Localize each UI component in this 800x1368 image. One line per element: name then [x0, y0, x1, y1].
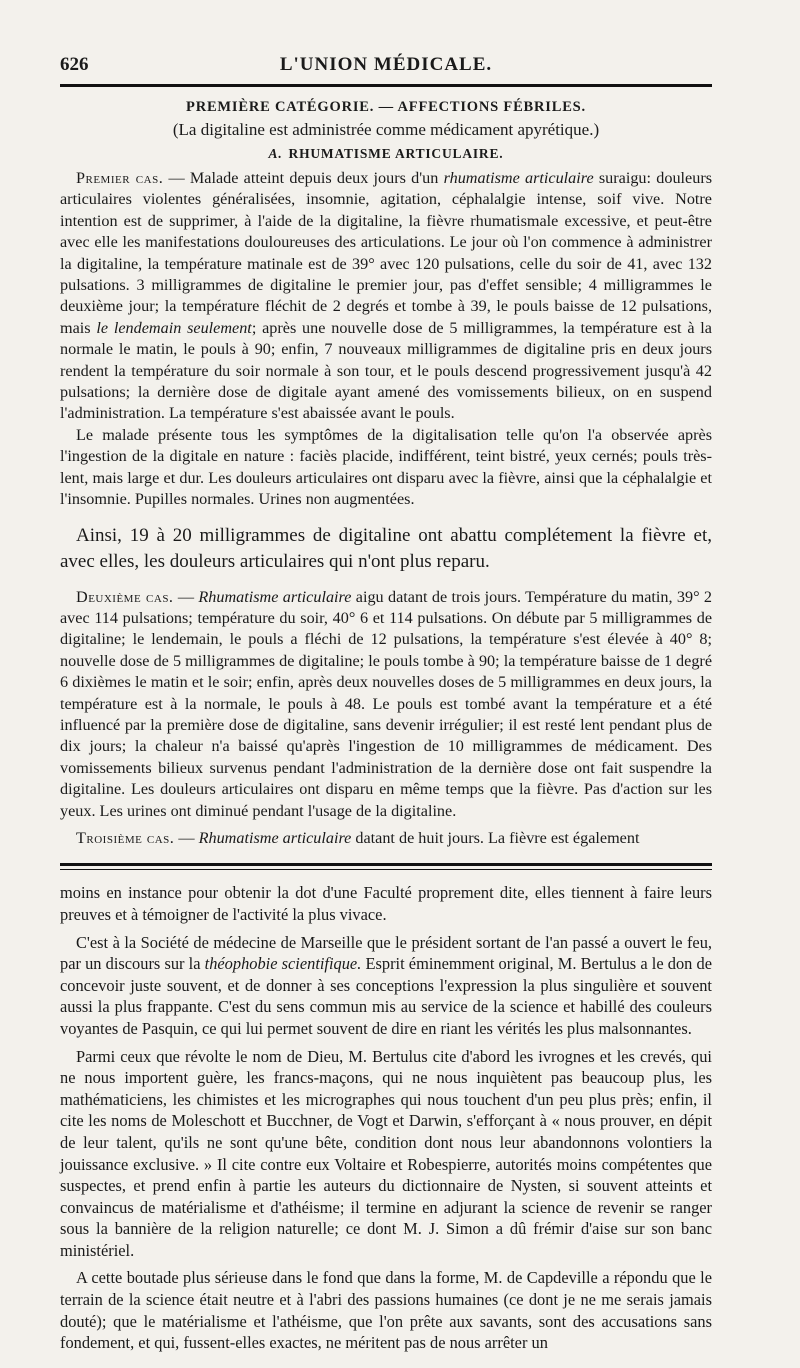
feuilleton-paragraph-3: Parmi ceux que révolte le nom de Dieu, M. Bertulus cite d'abord les ivrognes et les crevés, qui ne nous importent guère, les francs-maçons, qui ne nous inquiètent pas beaucoup plus, les mathématiciens, les chimistes et les micrographes qui nous touchent d'un peu plus près; enfin, il cite les noms de Moleschott et Bucchner, de Vogt et Darwin, s'efforçant à « nous prouver, en dépit de leur talent, qu'ils ne sont qu'une bête, condition dont nous leur abandonnons volontiers la jouissance exclusive. » Il cite contre eux Voltaire et Robespierre, autorités moins compétentes que suspectes, et prend enfin à partie les auteurs du dictionnaire de Nysten, si souvent atteints et convaincus de matérialisme et d'athéisme; il termine en adjurant la science de revenir se ranger sous la bannière de la religion naturelle; ce dont M. J. Simon a dû frémir d'aise sur son banc ministériel.	[60, 1046, 712, 1260]
section-letter: A.	[268, 146, 283, 161]
feuilleton-p2-italic: théophobie scientifique.	[204, 954, 362, 974]
case1-italic2: le lendemain seulement	[96, 318, 252, 337]
journal-title: L'UNION MÉDICALE.	[279, 54, 493, 75]
case1-text-after: ; après une nouvelle dose de 5 milligrammes, la température est à la normale le matin, le pouls à 90; enfin, 7 nouveaux milligrammes de digitaline pris en deux jours rendent la température du soir normale à son tour, et le pouls descend progressivement jusqu'à 42 pulsations; la dernière dose de digitale ayant amené des vomissements bilieux, on en suspend l'administration. La température s'est abaissée avant le pouls.	[60, 318, 712, 423]
category-title: PREMIÈRE CATÉGORIE. — AFFECTIONS FÉBRILES.	[186, 99, 586, 115]
case3-label: Troisième cas.	[76, 828, 175, 847]
conclusion-paragraph: Ainsi, 19 à 20 milligrammes de digitaline ont abattu complétement la fièvre et, avec elles, les douleurs articulaires qui n'ont plus reparu.	[60, 524, 712, 572]
case3-italic: Rhumatisme articulaire	[198, 828, 352, 847]
case2-label: Deuxième cas.	[76, 587, 174, 606]
section-title	[60, 146, 712, 162]
case2-italic: Rhumatisme articulaire	[198, 587, 352, 606]
case1-paragraph-2: Le malade présente tous les symptômes de la digitalisation telle qu'on l'a observée après l'ingestion de la digitale en nature : faciès placide, indifférent, teint bistré, yeux cernés; pouls très-lent, mais large et dur. Les douleurs articulaires ont disparu avec la fièvre, ainsi que la céphalalgie et l'insomnie. Pupilles normales. Urines non augmentées.	[60, 425, 712, 509]
case2-paragraph	[60, 587, 712, 822]
feuilleton-paragraph-1: moins en instance pour obtenir la dot d'une Faculté proprement dite, elles tiennent à faire leurs preuves et à témoigner de l'activité la plus vivace.	[60, 883, 712, 924]
case2-text-after: aigu datant de trois jours. Température du matin, 39° 2 avec 114 pulsations; température du soir, 40° 6 et 114 pulsations. On débute par 5 milligrammes de digitaline; le lendemain, le pouls a fléchi de 12 pulsations, la température s'est élevée à 40° 8; nouvelle dose de 5 milligrammes de digitaline; le pouls tombe à 90; la température baisse de 1 degré 6 dixièmes le matin et le soir; enfin, après deux nouvelles doses de 5 milligrammes en deux jours, la température est à la normale, le pouls à 48. Le pouls est tombé avant la température et a été influencé par la première dose de digitaline, sans devenir irrégulier; il est resté lent pendant plus de dix jours; la chaleur n'a baissé qu'après l'ingestion de 10 milligrammes de médicament. Des vomissements bilieux survenus pendant l'administration de la dernière dose ont fait suspendre la digitaline. Les douleurs articulaires ont disparu en même temps que la fièvre. Pas d'action sur les yeux. Les urines ont diminué pendant l'usage de la digitaline.	[60, 587, 713, 820]
case1-text-before: — Malade atteint depuis deux jours d'un	[163, 169, 444, 187]
section-title-text: RHUMATISME ARTICULAIRE.	[288, 146, 504, 161]
feuilleton-p2-before: C'est à la Société de médecine de Marseille que le président sortant de l'an passé a ouvert le feu, par un discours sur la	[60, 932, 712, 974]
feuilleton-paragraph-4: A cette boutade plus sérieuse dans le fond que dans la forme, M. de Capdeville a répondu que le terrain de la science était neutre et à l'abri des passions humaines (ce dont je ne me serais jamais douté); que le matérialisme et l'athéisme, que l'on prête aux savants, sont des accusations sans fondement, et qui, fussent-elles exactes, ne méritent pas de nous arrêter un	[60, 1268, 712, 1353]
case3-paragraph	[60, 828, 712, 849]
feuilleton-separator	[60, 863, 712, 870]
header-rule	[60, 84, 712, 87]
feuilleton-section	[60, 882, 712, 1353]
feuilleton-p2-after: Esprit éminemment original, M. Bertulus a le don de concevoir juste souvent, et de donner à ses conceptions l'expression la plus singulière et souvent aussi la plus frappante. C'est du sens commun mis au service de la science et habillé des couleurs voyantes de Pasquin, ce qui lui permet souvent de dire en riant les vérités les plus malsonnantes.	[60, 954, 712, 1038]
page-header	[60, 48, 712, 82]
case2-text-before: —	[173, 587, 199, 606]
feuilleton-paragraph-2	[60, 932, 712, 1040]
case3-text-after: datant de huit jours. La fièvre est également	[351, 828, 640, 847]
page-number: 626	[60, 54, 89, 75]
case1-label: Premier cas.	[76, 169, 164, 187]
case3-text-before: —	[174, 828, 199, 847]
category-subtitle: (La digitaline est administrée comme médicament apyrétique.)	[172, 120, 600, 139]
case1-paragraph	[60, 168, 712, 425]
case1-text-mid: suraigu: douleurs articulaires violentes généralisées, insomnie, agitation, céphalalgie intense, soif vive. Notre intention est de supprimer, à l'aide de la digitaline, la fièvre rhumatismale excessive, et peut-être avec elle les manifestations douloureuses des articulations. Le jour où l'on commence à administrer la digitaline, la température matinale est de 39° avec 120 pulsations, celle du soir de 41, avec 132 pulsations. 3 milligrammes de digitaline le premier jour, pas d'effet sensible; 4 milligrammes le deuxième jour; la température fléchit de 2 degrés et tombe à 39, le pouls baisse de 12 pulsations, mais	[60, 169, 713, 337]
case1-italic: rhumatisme articulaire	[443, 169, 594, 187]
